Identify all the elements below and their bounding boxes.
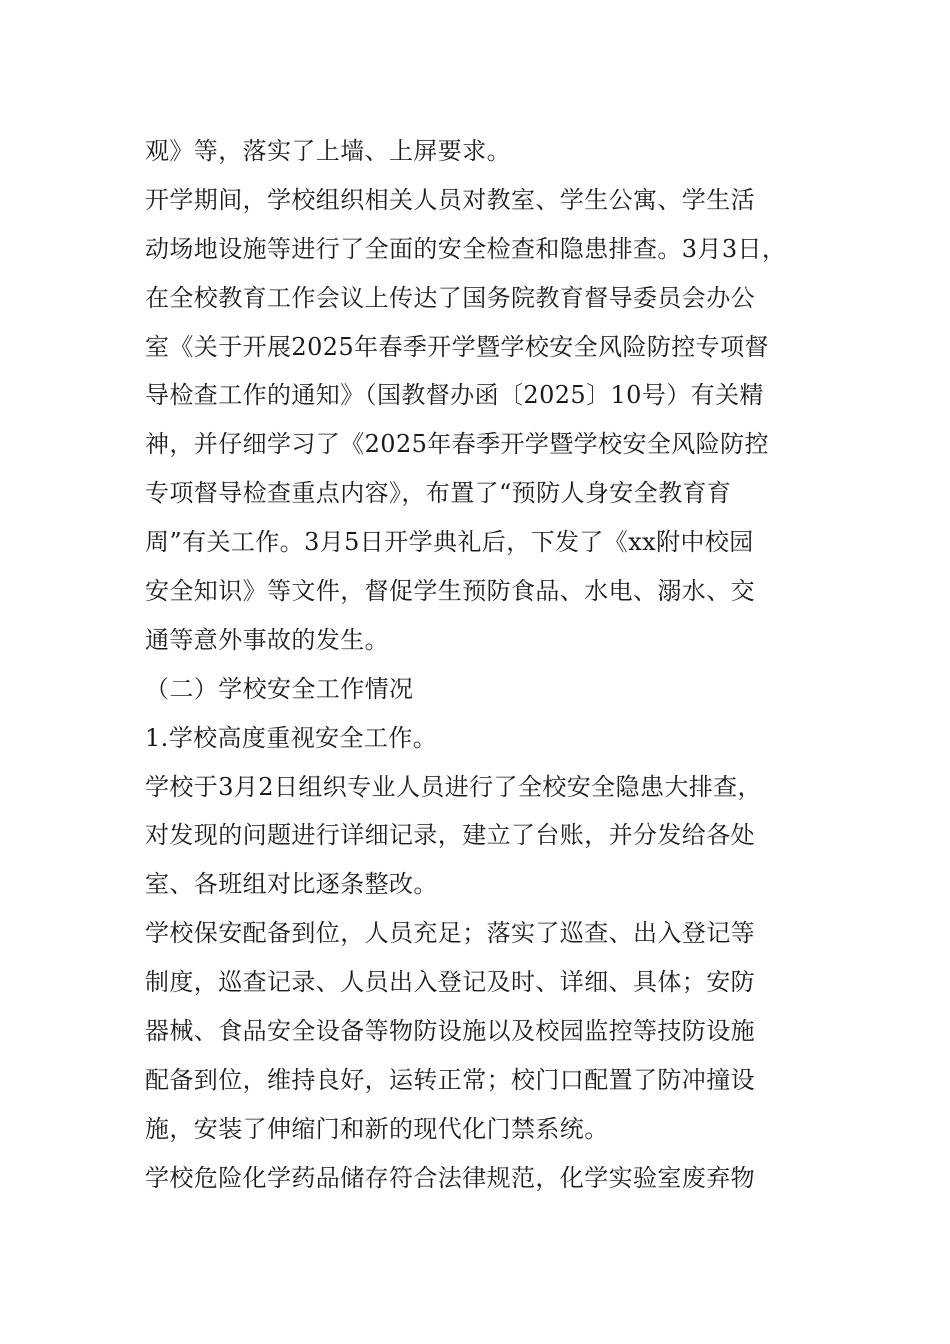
text-line: 室《关于开展2025年春季开学暨学校安全风险防控专项督	[145, 332, 769, 361]
section-heading: （二）学校安全工作情况	[145, 674, 414, 703]
text-line: 安全知识》等文件，督促学生预防食品、水电、溺水、交	[145, 577, 755, 606]
text-line: 学校危险化学药品储存符合法律规范，化学实验室废弃物	[145, 1163, 755, 1192]
text-line: 神，并仔细学习了《2025年春季开学暨学校安全风险防控	[145, 430, 769, 459]
text-line: 观》等，落实了上墙、上屏要求。	[145, 137, 511, 165]
text-line: 在全校教育工作会议上传达了国务院教育督导委员会办公	[145, 283, 755, 312]
document-body	[145, 127, 825, 1203]
subsection-heading: 1.学校高度重视安全工作。	[145, 723, 438, 752]
text-line: 器械、食品安全设备等物防设施以及校园监控等技防设施	[145, 1017, 755, 1046]
text-line: 学校于3月2日组织专业人员进行了全校安全隐患大排查，	[145, 772, 762, 801]
text-line: 施，安装了伸缩门和新的现代化门禁系统。	[145, 1114, 609, 1143]
text-line: 学校保安配备到位，人员充足；落实了巡查、出入登记等	[145, 919, 755, 948]
text-line: 室、各班组对比逐条整改。	[145, 870, 438, 899]
text-line: 制度，巡查记录、人员出入登记及时、详细、具体；安防	[145, 968, 755, 997]
text-line: 通等意外事故的发生。	[145, 625, 389, 654]
text-line: 导检查工作的通知》（国教督办函〔2025〕10号）有关精	[145, 381, 764, 410]
text-line: 开学期间，学校组织相关人员对教室、学生公寓、学生活	[145, 185, 755, 214]
text-line: 动场地设施等进行了全面的安全检查和隐患排查。3月3日，	[145, 234, 787, 263]
text-line: 配备到位，维持良好，运转正常；校门口配置了防冲撞设	[145, 1065, 755, 1094]
text-line: 对发现的问题进行详细记录，建立了台账，并分发给各处	[145, 821, 755, 850]
text-line: 周”有关工作。3月5日开学典礼后，下发了《xx附中校园	[145, 528, 754, 557]
text-line: 专项督导检查重点内容》，布置了“预防人身安全教育育	[145, 479, 732, 508]
